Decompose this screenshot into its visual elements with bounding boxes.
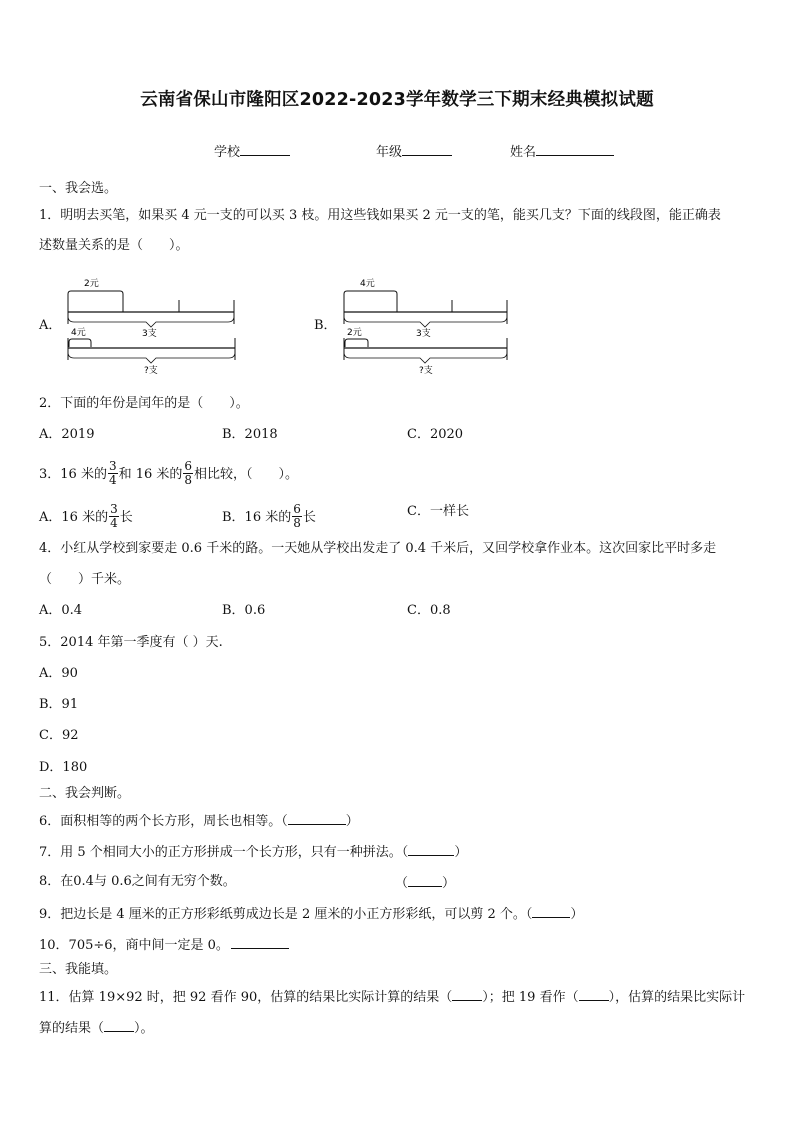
q1b-top-unit: 4元 [360, 279, 375, 289]
q1a-top-count: 3支 [142, 329, 157, 339]
q3-fraction-1: $\frac{3}{4}$ [108, 459, 117, 487]
q1b-bottom-count: ?支 [419, 366, 433, 376]
section-heading-judge: 二、我会判断。 [39, 786, 131, 801]
q1a-bottom-brace [69, 339, 91, 347]
q6-answer-blank[interactable] [288, 812, 346, 825]
school-field [214, 141, 290, 160]
q3-text-mid: 和 16 米的 [118, 467, 183, 482]
q1b-top-brace [344, 291, 397, 300]
q3-option-b[interactable]: B．16 米的 $\frac{6}{8}$ 长 [222, 502, 316, 530]
question-7: 7．用 5 个相同大小的正方形拼成一个长方形，只有一种拼法。（ ） [39, 845, 468, 860]
q2-option-a[interactable]: A．2019 [39, 427, 95, 442]
q2-option-c[interactable]: C．2020 [407, 427, 464, 442]
q1-option-b-letter[interactable]: B． [314, 318, 337, 333]
name-label: 姓名 [510, 145, 537, 160]
section-heading-fill: 三、我能填。 [39, 962, 118, 977]
q5-option-a[interactable]: A．90 [39, 666, 78, 681]
q1b-top-count: 3支 [416, 329, 431, 339]
name-blank[interactable] [536, 143, 614, 156]
question-11-line-1: 11．估算 19×92 时，把 92 看作 90，估算的结果比实际计算的结果（ ）；把 19 看作（ ），估算的结果比实际计 [39, 990, 746, 1005]
q8-answer-blank[interactable] [408, 874, 442, 887]
question-1-line-1: 1．明明去买笔，如果买 4 元一支的可以买 3 枝。用这些钱如果买 2 元一支的笔，能买几支？下面的线段图，能正确表 [39, 208, 721, 223]
q1b-bottom-brace [345, 339, 368, 347]
q5-option-b[interactable]: B．91 [39, 697, 79, 712]
school-label: 学校 [214, 145, 241, 160]
q8-answer: （ ） [395, 876, 456, 891]
section-heading-choose: 一、我会选。 [39, 181, 118, 196]
q3-fraction-2: $\frac{6}{8}$ [184, 459, 193, 487]
q1a-bottom-unit: 4元 [71, 328, 86, 338]
question-3 [39, 461, 298, 488]
q2-option-b[interactable]: B．2018 [222, 427, 278, 442]
q1-option-a-diagram[interactable] [60, 272, 245, 380]
question-4-line-1: 4．小红从学校到家要走 0.6 千米的路。一天她从学校出发走了 0.4 千米后，又回学校拿作业本。这次回家比平时多走 [39, 541, 717, 556]
q1b-top-total-brace [344, 316, 507, 327]
q1a-top-unit: 2元 [84, 279, 99, 289]
grade-blank[interactable] [402, 143, 452, 156]
q3-text-post: 相比较，（ ）。 [194, 467, 299, 482]
q11-answer-blank-2[interactable] [579, 988, 609, 1001]
q9-answer-blank[interactable] [532, 905, 570, 918]
q3-option-a[interactable]: A．16 米的 $\frac{3}{4}$ 长 [39, 502, 133, 530]
name-field [510, 141, 614, 160]
question-5: 5．2014 年第一季度有（ ）天. [39, 635, 223, 650]
question-8: 8．在0.4与 0.6之间有无穷个数。 [39, 874, 236, 889]
question-9: 9．把边长是 4 厘米的正方形彩纸剪成边长是 2 厘米的小正方形彩纸，可以剪 2 个。（ ） [39, 907, 584, 922]
q3-option-a-fraction: $\frac{3}{4}$ [110, 502, 118, 530]
grade-field [376, 141, 452, 160]
q4-option-a[interactable]: A．0.4 [39, 603, 83, 618]
grade-label: 年级 [376, 145, 403, 160]
q11-answer-blank-1[interactable] [452, 988, 482, 1001]
q1a-top-brace [68, 291, 123, 300]
q3-option-c[interactable]: C．一样长 [407, 504, 469, 519]
q1a-bottom-count: ?支 [144, 366, 158, 376]
page-title: 云南省保山市隆阳区2022-2023学年数学三下期末经典模拟试题 [140, 90, 654, 110]
q1b-bottom-unit: 2元 [347, 328, 362, 338]
q3-text-pre: 3．16 米的 [39, 467, 107, 482]
question-4-line-2: （ ）千米。 [39, 572, 131, 587]
q11-answer-blank-3[interactable] [104, 1019, 134, 1032]
question-1-line-2: 述数量关系的是（ ）。 [39, 238, 189, 253]
q1-option-a-letter[interactable]: A． [39, 318, 62, 333]
question-10: 10．705÷6，商中间一定是 0。 [39, 936, 289, 954]
q10-answer-blank[interactable] [231, 936, 289, 949]
question-11-line-2: 算的结果（ ）。 [39, 1021, 154, 1036]
q3-option-b-fraction: $\frac{6}{8}$ [293, 502, 301, 530]
school-blank[interactable] [240, 143, 290, 156]
q5-option-c[interactable]: C．92 [39, 728, 79, 743]
q7-answer-blank[interactable] [408, 843, 454, 856]
q5-option-d[interactable]: D．180 [39, 760, 88, 775]
q1-option-b-diagram[interactable] [336, 272, 521, 380]
q4-option-b[interactable]: B．0.6 [222, 603, 266, 618]
question-2: 2．下面的年份是闰年的是（ ）。 [39, 396, 249, 411]
q1a-top-total-brace [68, 316, 234, 327]
q1b-bottom-total-brace [344, 352, 507, 363]
q4-option-c[interactable]: C．0.8 [407, 603, 451, 618]
question-6: 6．面积相等的两个长方形，周长也相等。（ ） [39, 814, 359, 829]
q1a-bottom-total-brace [68, 352, 235, 363]
